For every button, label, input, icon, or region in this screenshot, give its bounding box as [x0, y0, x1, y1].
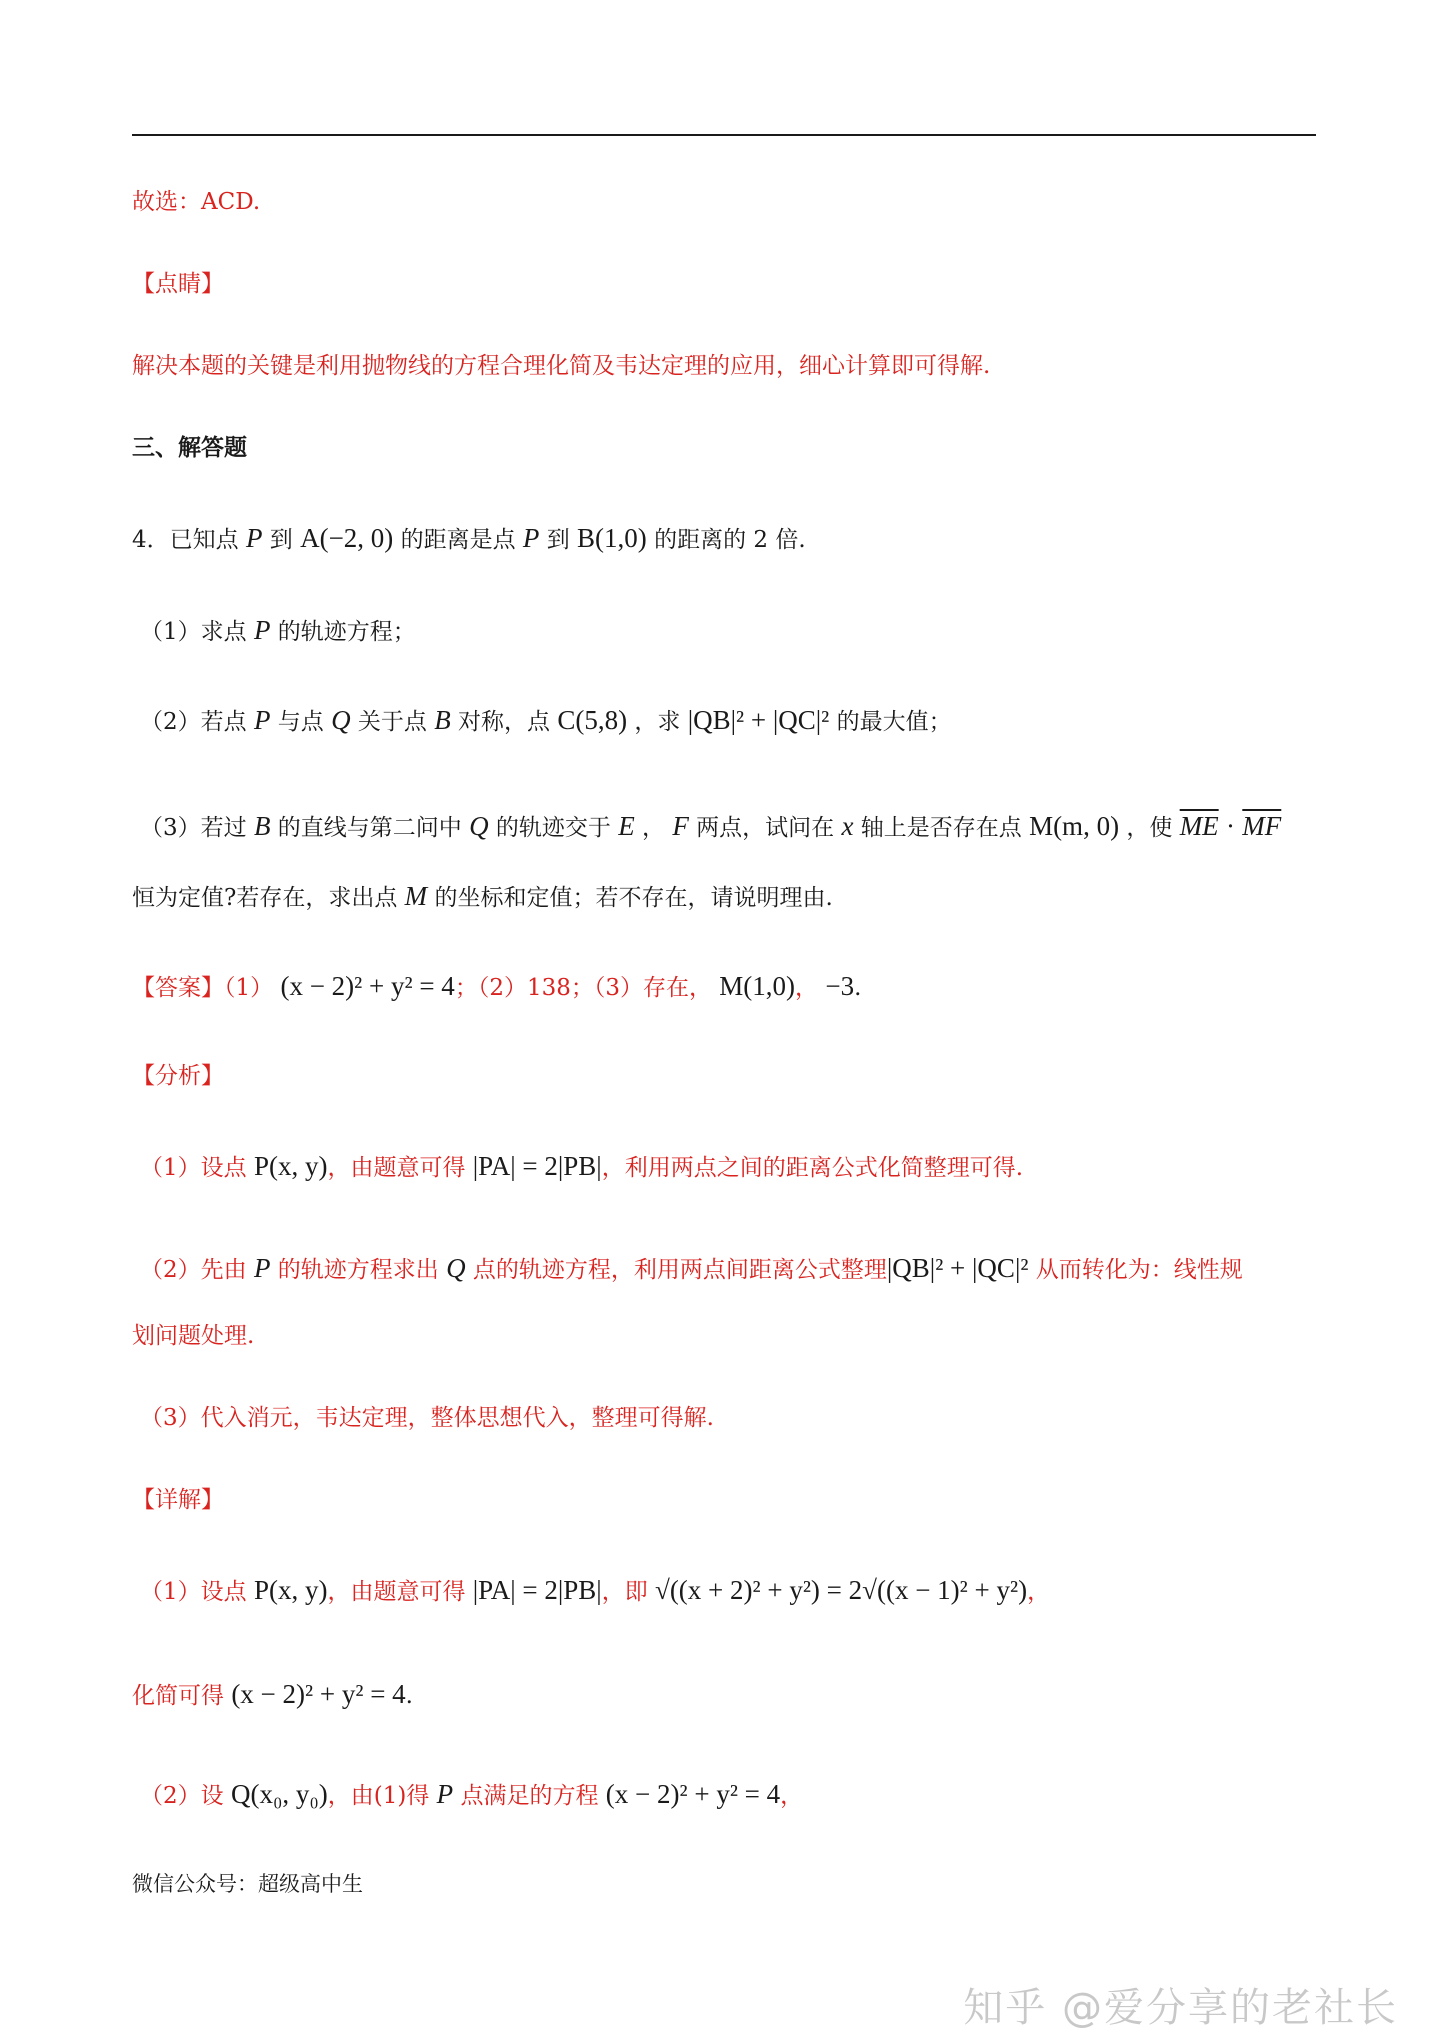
detail-1: （1）设点 P(x, y)，由题意可得 |PA| = 2|PB|，即 √((x + 2)² + y²) = 2√((x − 1)² + y²)， — [140, 1575, 1051, 1605]
zhihu-watermark: 知乎 @爱分享的老社长 — [963, 1985, 1398, 2031]
problem-statement: 4．已知点 P 到 A(−2, 0) 的距离是点 P 到 B(1,0) 的距离的 2 倍. — [132, 523, 806, 553]
question-3-line-2: 恒为定值?若存在，求出点 M 的坐标和定值；若不存在，请说明理由. — [132, 881, 833, 911]
analysis-3: （3）代入消元，韦达定理，整体思想代入，整理可得解. — [140, 1405, 714, 1431]
answer-equation: (x − 2)² + y² = 4 — [280, 971, 455, 1001]
question-2: （2）若点 P 与点 Q 关于点 B 对称，点 C(5,8) ，求 |QB|² + |QC|² 的最大值； — [140, 705, 952, 735]
top-answer: 故选：ACD. — [132, 189, 261, 215]
detail-3: （2）设 Q(x₀, y₀)，由(1)得 P 点满足的方程 (x − 2)² + y² = 4， — [140, 1779, 804, 1809]
header-rule — [132, 134, 1316, 136]
footer-wechat: 微信公众号：超级高中生 — [132, 1872, 363, 1896]
answer-point-m: M(1,0) — [719, 971, 796, 1001]
question-3: （3）若过 B 的直线与第二问中 Q 的轨迹交于 E ， F 两点，试问在 x 轴上是否存在点 M(m, 0) ，使 $\overline{ME} \cdot \overline{MF}$ — [140, 811, 1282, 841]
section-heading: 三、解答题 — [132, 434, 247, 461]
analysis-2: （2）先由 P 的轨迹方程求出 Q 点的轨迹方程，利用两点间距离公式整理|QB|² + |QC|² 从而转化为：线性规 — [140, 1253, 1243, 1283]
point-m: M(m, 0) — [1029, 811, 1120, 841]
answer-line: 【答案】（1） (x − 2)² + y² = 4；（2）138；（3）存在， M(1,0)， −3. — [132, 971, 862, 1001]
analysis-1: （1）设点 P(x, y)，由题意可得 |PA| = 2|PB|，利用两点之间的距离公式化简整理可得. — [140, 1151, 1023, 1181]
distance-equation: √((x + 2)² + y²) = 2√((x − 1)² + y²) — [655, 1575, 1028, 1605]
dianjing-heading: 【点睛】 — [132, 271, 224, 297]
detail-heading: 【详解】 — [132, 1487, 224, 1513]
point-c: C(5,8) — [557, 705, 628, 735]
point-a: A(−2, 0) — [300, 523, 394, 553]
answer-value: −3 — [825, 971, 855, 1001]
analysis-heading: 【分析】 — [132, 1063, 224, 1089]
question-1: （1）求点 P 的轨迹方程； — [140, 615, 416, 645]
dianjing-text: 解决本题的关键是利用抛物线的方程合理化简及韦达定理的应用，细心计算即可得解. — [132, 353, 991, 379]
detail-2: 化简可得 (x − 2)² + y² = 4. — [132, 1679, 413, 1709]
vector-mf: $\overline{MF}$ — [1242, 811, 1282, 841]
qb-qc-expression: |QB|² + |QC|² — [687, 705, 830, 735]
analysis-2-line-2: 划问题处理. — [132, 1323, 255, 1349]
vector-me: $\overline{ME}$ — [1179, 811, 1219, 841]
point-b: B(1,0) — [577, 523, 647, 553]
